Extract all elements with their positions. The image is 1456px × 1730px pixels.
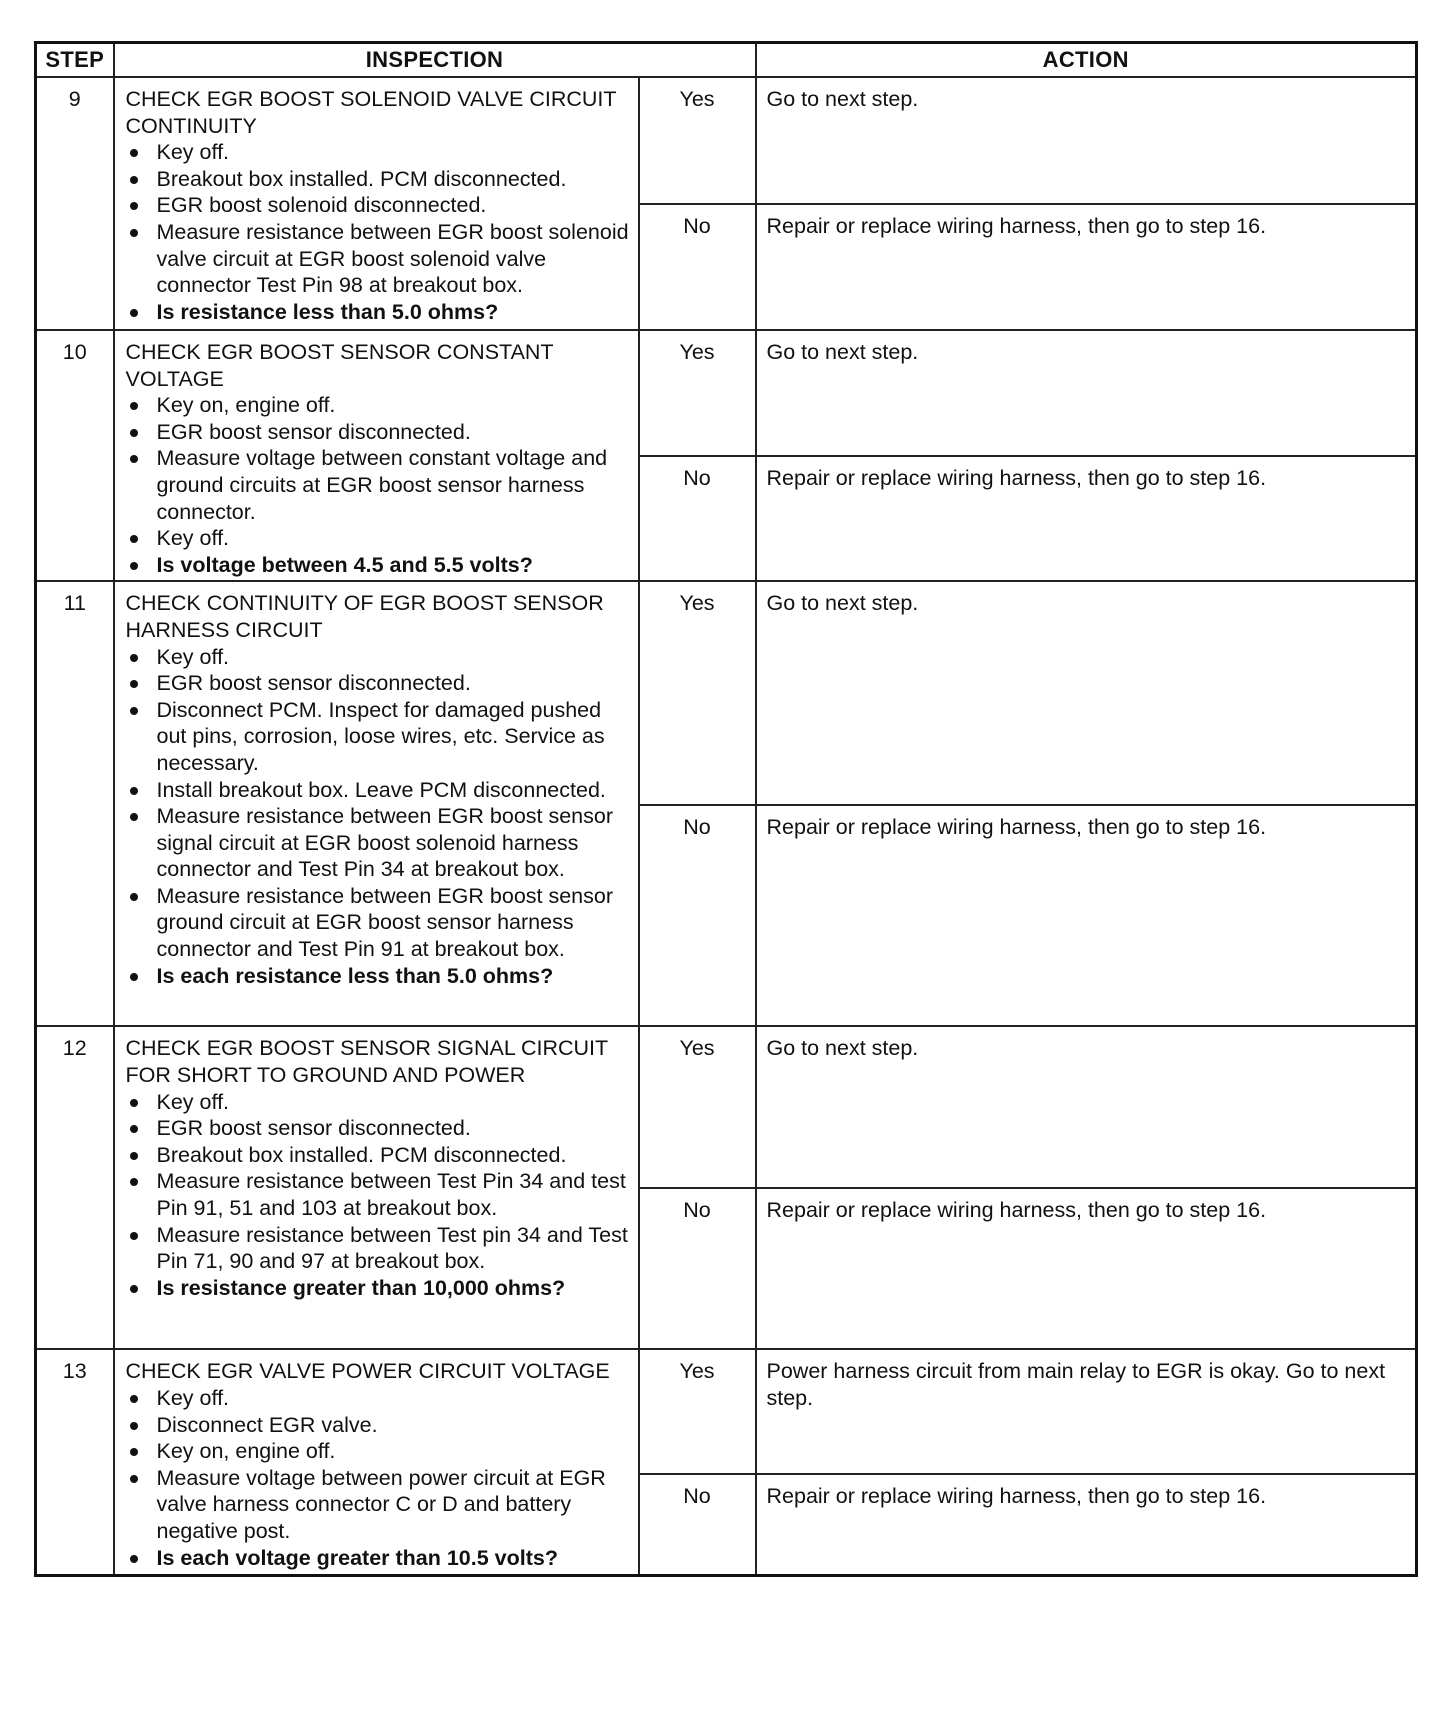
no-label: No xyxy=(639,805,756,1026)
header-row xyxy=(36,43,1417,78)
inspection-bullet: Measure resistance between Test pin 34 and Test Pin 71, 90 and 97 at breakout box. xyxy=(126,1222,630,1275)
no-label: No xyxy=(639,1474,756,1575)
inspection-title: CHECK EGR BOOST SENSOR SIGNAL CIRCUIT FOR SHORT TO GROUND AND POWER xyxy=(125,1036,608,1087)
step-number: 10 xyxy=(36,330,114,581)
step-row-yes xyxy=(36,1349,1417,1474)
yes-action: Go to next step. xyxy=(756,77,1417,204)
inspection-question: Is resistance greater than 10,000 ohms? xyxy=(126,1275,630,1302)
inspection-bullet: EGR boost sensor disconnected. xyxy=(126,1115,630,1142)
inspection-cell xyxy=(114,330,639,581)
inspection-bullets xyxy=(126,392,630,578)
inspection-bullet: Key off. xyxy=(126,1089,630,1116)
yes-action: Go to next step. xyxy=(756,330,1417,456)
inspection-bullets xyxy=(126,644,630,990)
inspection-question: Is resistance less than 5.0 ohms? xyxy=(126,299,630,326)
inspection-question: Is voltage between 4.5 and 5.5 volts? xyxy=(126,552,630,579)
inspection-title: CHECK EGR BOOST SENSOR CONSTANT VOLTAGE xyxy=(125,340,554,391)
inspection-bullet: EGR boost sensor disconnected. xyxy=(126,670,630,697)
no-action: Repair or replace wiring harness, then go to step 16. xyxy=(756,805,1417,1026)
inspection-bullet: Install breakout box. Leave PCM disconnected. xyxy=(126,777,630,804)
no-action: Repair or replace wiring harness, then go to step 16. xyxy=(756,1188,1417,1349)
step-row-yes xyxy=(36,1026,1417,1188)
yes-action: Power harness circuit from main relay to EGR is okay. Go to next step. xyxy=(756,1349,1417,1474)
inspection-bullet: Measure resistance between EGR boost solenoid valve circuit at EGR boost solenoid valve connector Test Pin 98 at breakout box. xyxy=(126,219,630,299)
step-number: 13 xyxy=(36,1349,114,1575)
yes-label: Yes xyxy=(639,1349,756,1474)
inspection-bullet: Measure voltage between power circuit at EGR valve harness connector C or D and battery negative post. xyxy=(126,1465,630,1545)
inspection-question: Is each resistance less than 5.0 ohms? xyxy=(126,963,630,990)
no-label: No xyxy=(639,1188,756,1349)
inspection-bullet: Disconnect EGR valve. xyxy=(126,1412,630,1439)
step-number: 9 xyxy=(36,77,114,330)
no-action: Repair or replace wiring harness, then go to step 16. xyxy=(756,456,1417,582)
yes-label: Yes xyxy=(639,1026,756,1188)
step-row-yes xyxy=(36,581,1417,805)
no-label: No xyxy=(639,204,756,330)
yes-action: Go to next step. xyxy=(756,581,1417,805)
step-row-yes xyxy=(36,77,1417,204)
inspection-title: CHECK EGR VALVE POWER CIRCUIT VOLTAGE xyxy=(125,1359,610,1384)
inspection-cell xyxy=(114,581,639,1026)
inspection-bullet: Disconnect PCM. Inspect for damaged pushed out pins, corrosion, loose wires, etc. Service as necessary. xyxy=(126,697,630,777)
no-label: No xyxy=(639,456,756,582)
inspection-question: Is each voltage greater than 10.5 volts? xyxy=(126,1545,630,1572)
inspection-bullets xyxy=(126,1089,630,1302)
step-row-yes xyxy=(36,330,1417,456)
inspection-cell xyxy=(114,1026,639,1349)
inspection-bullet: Measure voltage between constant voltage and ground circuits at EGR boost sensor harness connector. xyxy=(126,445,630,525)
diagnostic-table xyxy=(34,41,1418,1577)
step-number: 11 xyxy=(36,581,114,1026)
inspection-bullet: EGR boost sensor disconnected. xyxy=(126,419,630,446)
inspection-bullet: Key on, engine off. xyxy=(126,392,630,419)
inspection-title: CHECK CONTINUITY OF EGR BOOST SENSOR HARNESS CIRCUIT xyxy=(125,591,604,642)
inspection-bullet: Measure resistance between EGR boost sensor ground circuit at EGR boost sensor harness connector and Test Pin 91 at breakout box. xyxy=(126,883,630,963)
inspection-bullet: Measure resistance between EGR boost sensor signal circuit at EGR boost solenoid harness connector and Test Pin 34 at breakout box. xyxy=(126,803,630,883)
inspection-bullets xyxy=(126,139,630,325)
yes-label: Yes xyxy=(639,581,756,805)
yes-action: Go to next step. xyxy=(756,1026,1417,1188)
inspection-cell xyxy=(114,1349,639,1575)
inspection-cell xyxy=(114,77,639,330)
inspection-bullet: Breakout box installed. PCM disconnected. xyxy=(126,166,630,193)
inspection-bullet: Key off. xyxy=(126,644,630,671)
header-inspection: INSPECTION xyxy=(114,43,756,78)
yes-label: Yes xyxy=(639,77,756,204)
inspection-bullet: Measure resistance between Test Pin 34 and test Pin 91, 51 and 103 at breakout box. xyxy=(126,1168,630,1221)
inspection-bullet: Breakout box installed. PCM disconnected. xyxy=(126,1142,630,1169)
inspection-title: CHECK EGR BOOST SOLENOID VALVE CIRCUIT CONTINUITY xyxy=(125,87,617,138)
inspection-bullet: Key off. xyxy=(126,525,630,552)
header-step: STEP xyxy=(36,43,114,78)
inspection-bullet: Key off. xyxy=(126,139,630,166)
diagnostic-table-page xyxy=(34,41,1415,1577)
step-number: 12 xyxy=(36,1026,114,1349)
no-action: Repair or replace wiring harness, then go to step 16. xyxy=(756,204,1417,330)
inspection-bullet: EGR boost solenoid disconnected. xyxy=(126,192,630,219)
inspection-bullet: Key off. xyxy=(126,1385,630,1412)
yes-label: Yes xyxy=(639,330,756,456)
inspection-bullets xyxy=(126,1385,630,1571)
no-action: Repair or replace wiring harness, then go to step 16. xyxy=(756,1474,1417,1575)
inspection-bullet: Key on, engine off. xyxy=(126,1438,630,1465)
header-action: ACTION xyxy=(756,43,1417,78)
